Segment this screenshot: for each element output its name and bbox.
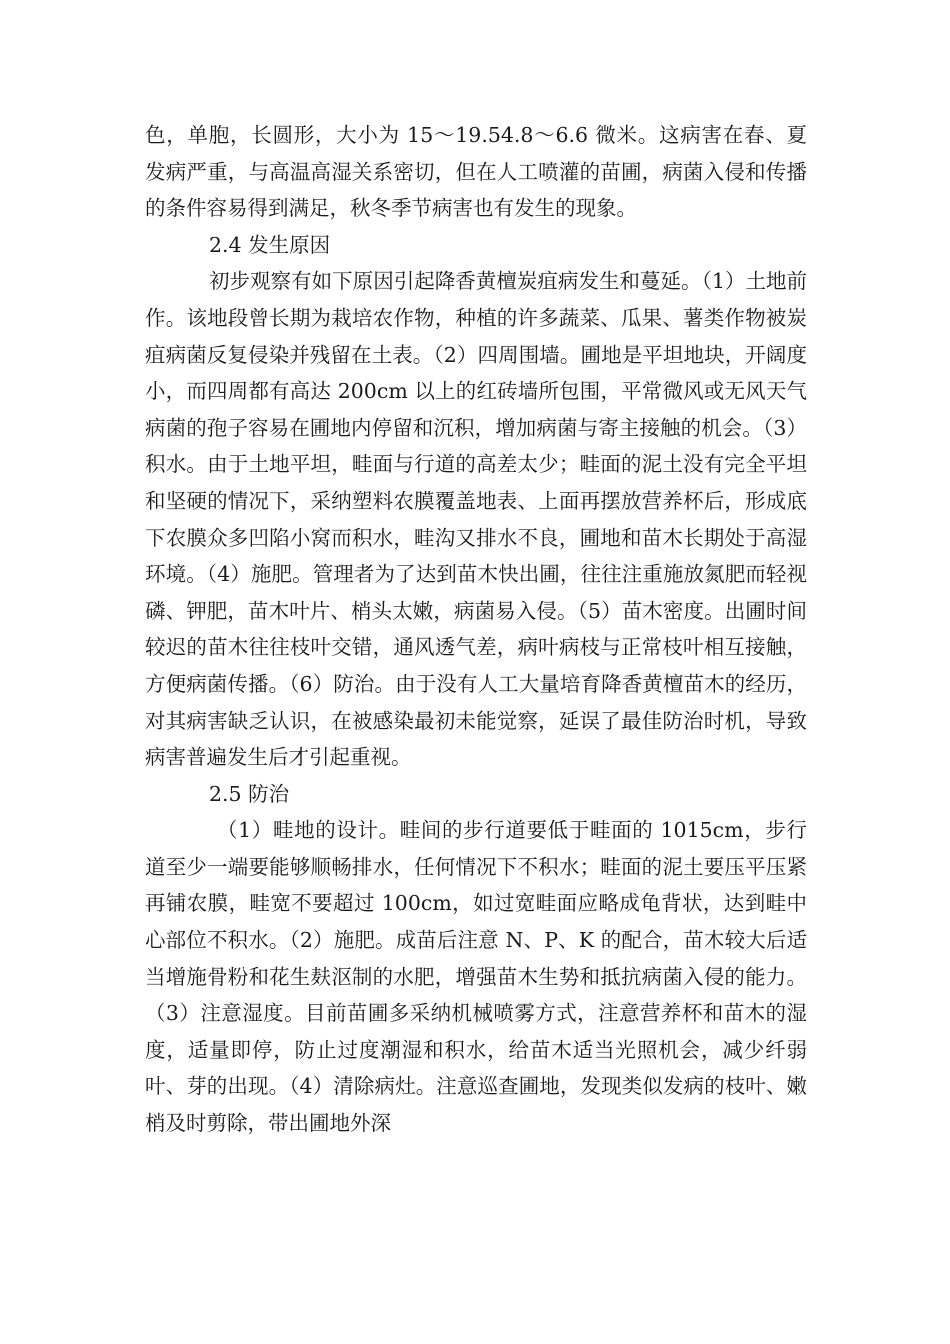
section-heading-2-4: 2.4 发生原因 <box>209 232 331 257</box>
document-body <box>145 117 807 1142</box>
paragraph-control: （1）畦地的设计。畦间的步行道要低于畦面的 1015cm，步行道至少一端要能够顺畅排水，任何情况下不积水；畦面的泥土要压平压紧再铺农膜，畦宽不要超过 100cm，如过宽畦面应略成龟背状，达到畦中心部位不积水。（2）施肥。成苗后注意 N、P、K 的配合，苗木较大后适当增施骨粉和花生麸沤制的水肥，增强苗木生势和抵抗病菌入侵的能力。（3）注意湿度。目前苗圃多采纳机械喷雾方式，注意营养杯和苗木的湿度，适量即停，防止过度潮湿和积水，给苗木适当光照机会，减少纤弱叶、芽的出现。（4）清除病灶。注意巡查圃地，发现类似发病的枝叶、嫩梢及时剪除，带出圃地外深 <box>145 818 807 1136</box>
paragraph-continuation: 色，单胞，长圆形，大小为 15～19.54.8～6.6 微米。这病害在春、夏发病严重，与高温高湿关系密切，但在人工喷灌的苗圃，病菌入侵和传播的条件容易得到满足，秋冬季节病害也有发生的现象。 <box>145 123 807 221</box>
section-heading-2-5: 2.5 防治 <box>209 781 290 806</box>
paragraph-causes: 初步观察有如下原因引起降香黄檀炭疽病发生和蔓延。（1）土地前作。该地段曾长期为栽培农作物，种植的许多蔬菜、瓜果、薯类作物被炭疽病菌反复侵染并残留在土表。（2）四周围墙。圃地是平坦地块，开阔度小，而四周都有高达 200cm 以上的红砖墙所包围，平常微风或无风天气病菌的孢子容易在圃地内停留和沉积，增加病菌与寄主接触的机会。（3）积水。由于土地平坦，畦面与行道的高差太少；畦面的泥土没有完全平坦和坚硬的情况下，采纳塑料农膜覆盖地表、上面再摆放营养杯后，形成底下农膜众多凹陷小窝而积水，畦沟又排水不良，圃地和苗木长期处于高湿环境。（4）施肥。管理者为了达到苗木快出圃，往往注重施放氮肥而轻视磷、钾肥，苗木叶片、梢头太嫩，病菌易入侵。（5）苗木密度。出圃时间较迟的苗木往往枝叶交错，通风透气差，病叶病枝与正常枝叶相互接触，方便病菌传播。（6）防治。由于没有人工大量培育降香黄檀苗木的经历，对其病害缺乏认识，在被感染最初未能觉察，延误了最佳防治时机，导致病害普遍发生后才引起重视。 <box>145 269 807 770</box>
